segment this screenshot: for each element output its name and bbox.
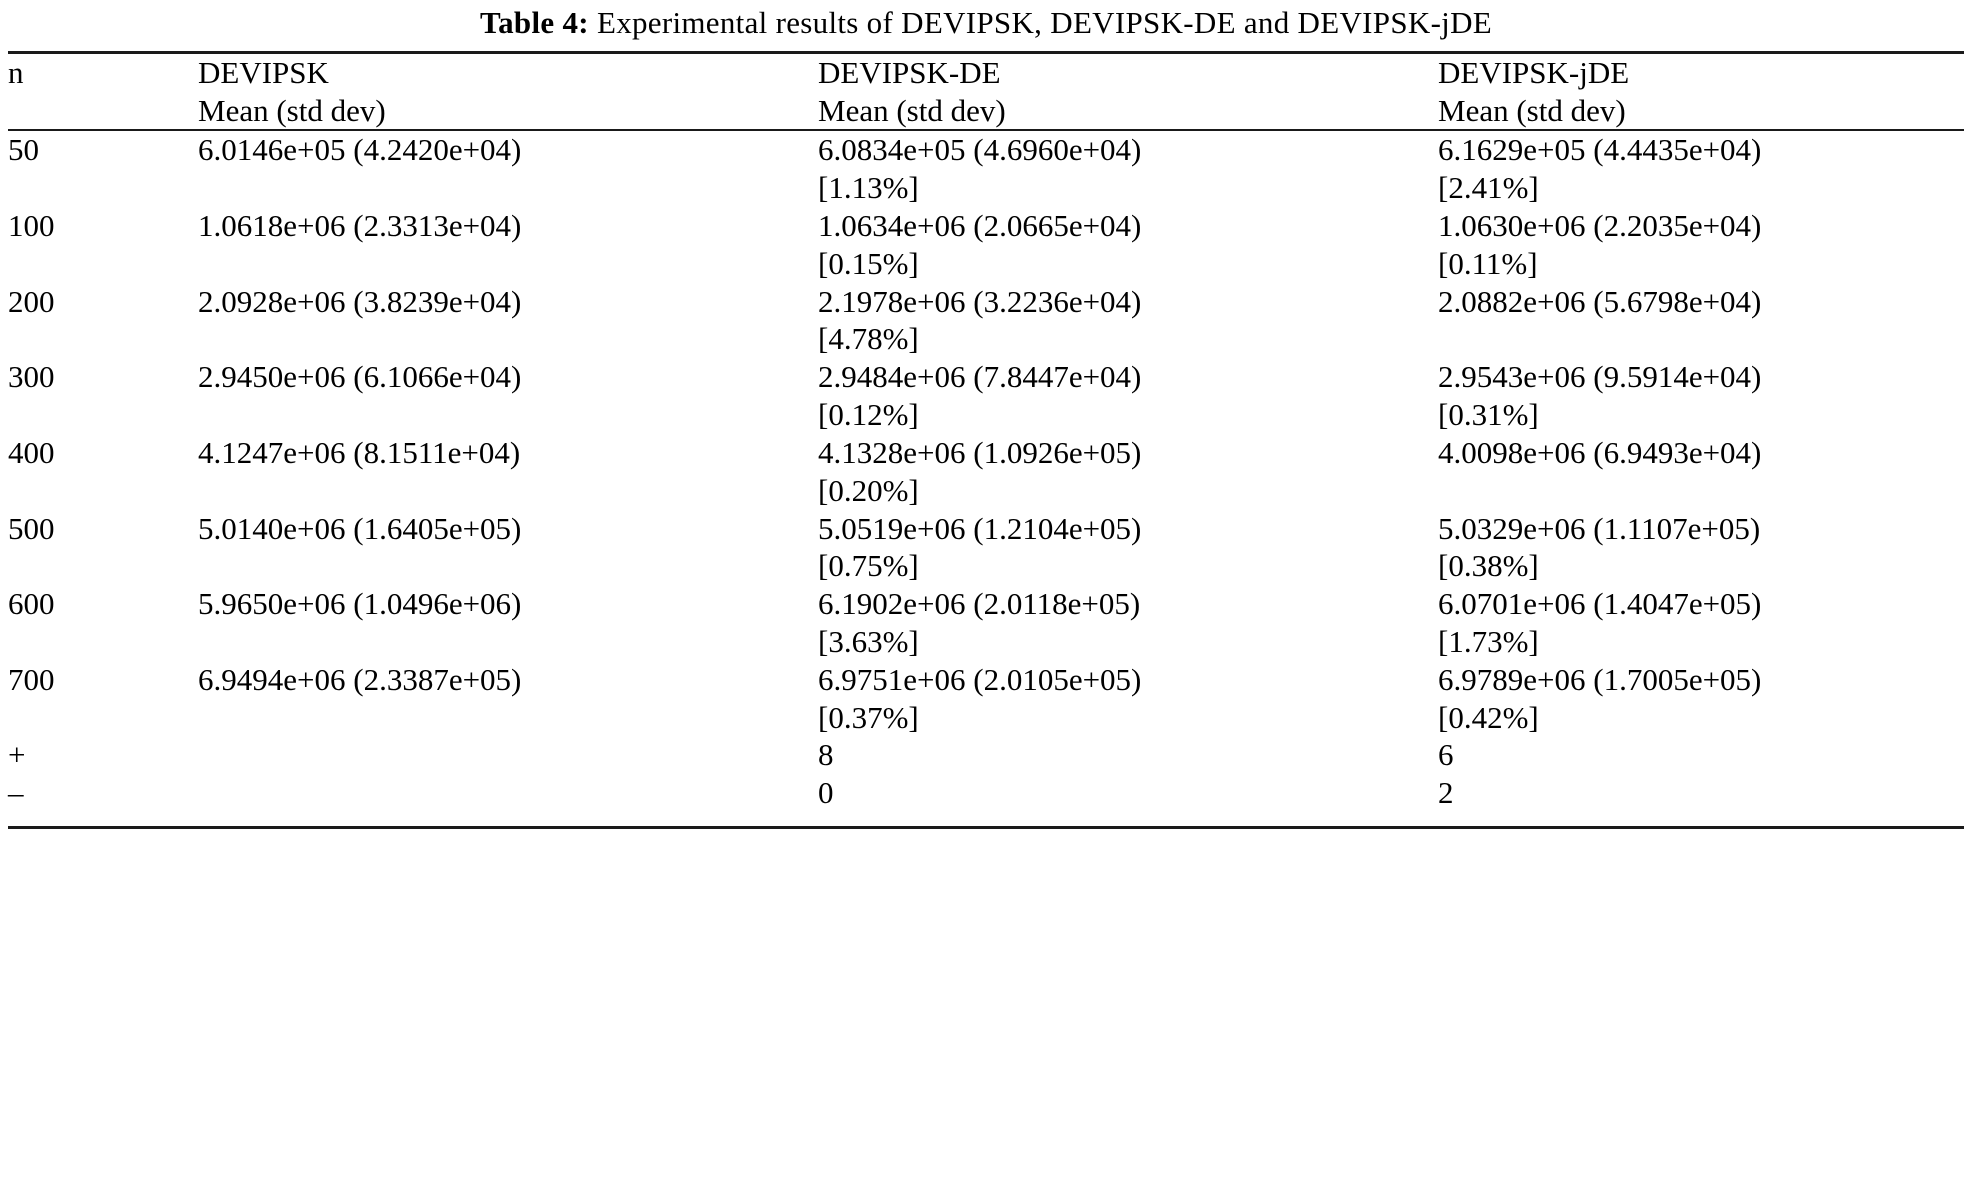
cell-devipsk-de-pct: [0.12%] (818, 397, 919, 433)
header-devipsk-de-line2: Mean (std dev) (818, 92, 1006, 128)
cell-devipsk-de (818, 283, 1438, 359)
results-table (8, 54, 1964, 130)
cell-n: – (8, 775, 24, 811)
header-cell-devipsk-jde (1438, 54, 1964, 130)
cell-devipsk (198, 736, 818, 774)
cell-devipsk-jde (1438, 207, 1964, 283)
cell-devipsk-jde-value: 5.0329e+06 (1.1107e+05) (1438, 510, 1761, 546)
cell-devipsk (198, 585, 818, 661)
table-row (8, 661, 1964, 737)
cell-devipsk-de-pct: [3.63%] (818, 623, 919, 659)
cell-devipsk-de (818, 510, 1438, 586)
cell-devipsk-value: 4.1247e+06 (8.1511e+04) (198, 434, 521, 470)
cell-devipsk-de: 0 (818, 775, 834, 811)
cell-devipsk-jde (1438, 510, 1964, 586)
cell-devipsk-de-value: 4.1328e+06 (1.0926e+05) (818, 434, 1142, 470)
table-header-row (8, 54, 1964, 130)
table-row (8, 283, 1964, 359)
table-row-summary-plus (8, 736, 1964, 774)
cell-devipsk-jde: 6 (1438, 737, 1454, 773)
cell-devipsk-de-value: 1.0634e+06 (2.0665e+04) (818, 208, 1142, 243)
cell-devipsk-de-pct: [0.75%] (818, 548, 919, 584)
table-row (8, 510, 1964, 586)
cell-n: 200 (8, 283, 55, 319)
cell-devipsk-de-value: 6.9751e+06 (2.0105e+05) (818, 661, 1142, 697)
table-bottom-rule (8, 826, 1964, 829)
cell-devipsk-de-pct: [0.37%] (818, 699, 919, 735)
cell-devipsk-jde-value: 2.0882e+06 (5.6798e+04) (1438, 283, 1762, 319)
cell-devipsk-de-value: 6.1902e+06 (2.0118e+05) (818, 586, 1141, 622)
cell-devipsk-de-value: 5.0519e+06 (1.2104e+05) (818, 510, 1142, 546)
cell-devipsk-jde (1438, 283, 1964, 359)
header-devipsk-jde-line1: DEVIPSK-jDE (1438, 54, 1630, 90)
cell-n: 100 (8, 208, 55, 243)
cell-devipsk-jde-pct: [0.31%] (1438, 397, 1539, 433)
header-devipsk-jde-line2: Mean (std dev) (1438, 92, 1626, 128)
cell-devipsk-jde-value: 2.9543e+06 (9.5914e+04) (1438, 359, 1762, 395)
cell-devipsk-de (818, 661, 1438, 737)
cell-n: 300 (8, 359, 55, 395)
cell-devipsk (198, 434, 818, 510)
header-n-line1: n (8, 54, 24, 90)
cell-devipsk-de-pct: [0.20%] (818, 472, 919, 508)
cell-devipsk-value: 5.9650e+06 (1.0496e+06) (198, 586, 522, 622)
cell-devipsk-value: 5.0140e+06 (1.6405e+05) (198, 510, 522, 546)
cell-devipsk-value: 2.0928e+06 (3.8239e+04) (198, 283, 522, 319)
cell-devipsk-de-pct: [4.78%] (818, 321, 919, 357)
table-row (8, 585, 1964, 661)
cell-devipsk-jde-value: 6.9789e+06 (1.7005e+05) (1438, 661, 1762, 697)
cell-devipsk-jde-value: 6.0701e+06 (1.4047e+05) (1438, 586, 1762, 622)
table-row (8, 131, 1964, 207)
cell-devipsk-de-pct: [0.15%] (818, 245, 919, 281)
cell-devipsk-de-value: 6.0834e+05 (4.6960e+04) (818, 132, 1142, 168)
header-devipsk-line2: Mean (std dev) (198, 92, 386, 128)
cell-devipsk (198, 131, 818, 207)
cell-devipsk-jde (1438, 585, 1964, 661)
cell-devipsk-jde-pct: [0.38%] (1438, 548, 1539, 584)
cell-devipsk-de-pct: [1.13%] (818, 170, 919, 206)
cell-n: 700 (8, 661, 55, 697)
cell-devipsk (198, 207, 818, 283)
cell-devipsk-de-value: 2.9484e+06 (7.8447e+04) (818, 359, 1142, 395)
cell-devipsk (198, 774, 818, 812)
cell-n: 500 (8, 510, 55, 546)
cell-devipsk (198, 510, 818, 586)
cell-n: 600 (8, 586, 55, 622)
cell-devipsk-jde-pct: [2.41%] (1438, 170, 1539, 206)
cell-devipsk-value: 2.9450e+06 (6.1066e+04) (198, 359, 522, 395)
table-body (8, 131, 1964, 812)
cell-devipsk-de (818, 434, 1438, 510)
cell-devipsk-jde-value: 4.0098e+06 (6.9493e+04) (1438, 434, 1762, 470)
cell-devipsk-jde (1438, 358, 1964, 434)
table-row (8, 434, 1964, 510)
cell-devipsk (198, 283, 818, 359)
cell-devipsk (198, 661, 818, 737)
cell-devipsk-jde-pct: [0.42%] (1438, 699, 1539, 735)
cell-devipsk-de-value: 2.1978e+06 (3.2236e+04) (818, 283, 1142, 319)
cell-devipsk-value: 6.9494e+06 (2.3387e+05) (198, 661, 522, 697)
cell-devipsk-de (818, 207, 1438, 283)
cell-devipsk-jde-pct: [0.11%] (1438, 245, 1538, 281)
cell-devipsk-jde-value: 1.0630e+06 (2.2035e+04) (1438, 208, 1762, 243)
table-row (8, 207, 1964, 283)
cell-n: + (8, 737, 26, 773)
header-cell-n (8, 54, 198, 130)
cell-devipsk-de (818, 358, 1438, 434)
table-caption-label: Table 4: (479, 5, 589, 40)
table-caption (8, 0, 1964, 51)
table-header (8, 54, 1964, 130)
table-bottom-spacer (8, 812, 1964, 826)
cell-devipsk-jde: 2 (1438, 775, 1454, 811)
cell-devipsk-de (818, 585, 1438, 661)
cell-devipsk-value: 1.0618e+06 (2.3313e+04) (198, 208, 522, 243)
table-caption-text: Experimental results of DEVIPSK, DEVIPSK-DE and DEVIPSK-jDE (596, 5, 1493, 40)
header-devipsk-de-line1: DEVIPSK-DE (818, 54, 1001, 90)
cell-devipsk-jde-pct: [1.73%] (1438, 623, 1539, 659)
cell-n: 50 (8, 132, 39, 168)
results-table-body (8, 131, 1964, 812)
cell-devipsk-de: 8 (818, 737, 834, 773)
cell-devipsk-jde (1438, 661, 1964, 737)
table-row-summary-minus (8, 774, 1964, 812)
cell-devipsk-jde (1438, 434, 1964, 510)
cell-devipsk-de (818, 131, 1438, 207)
cell-devipsk (198, 358, 818, 434)
cell-n: 400 (8, 434, 55, 470)
cell-devipsk-jde (1438, 131, 1964, 207)
header-cell-devipsk-de (818, 54, 1438, 130)
table-row (8, 358, 1964, 434)
cell-devipsk-jde-value: 6.1629e+05 (4.4435e+04) (1438, 132, 1762, 168)
header-cell-devipsk (198, 54, 818, 130)
cell-devipsk-value: 6.0146e+05 (4.2420e+04) (198, 132, 522, 168)
header-devipsk-line1: DEVIPSK (198, 54, 329, 90)
